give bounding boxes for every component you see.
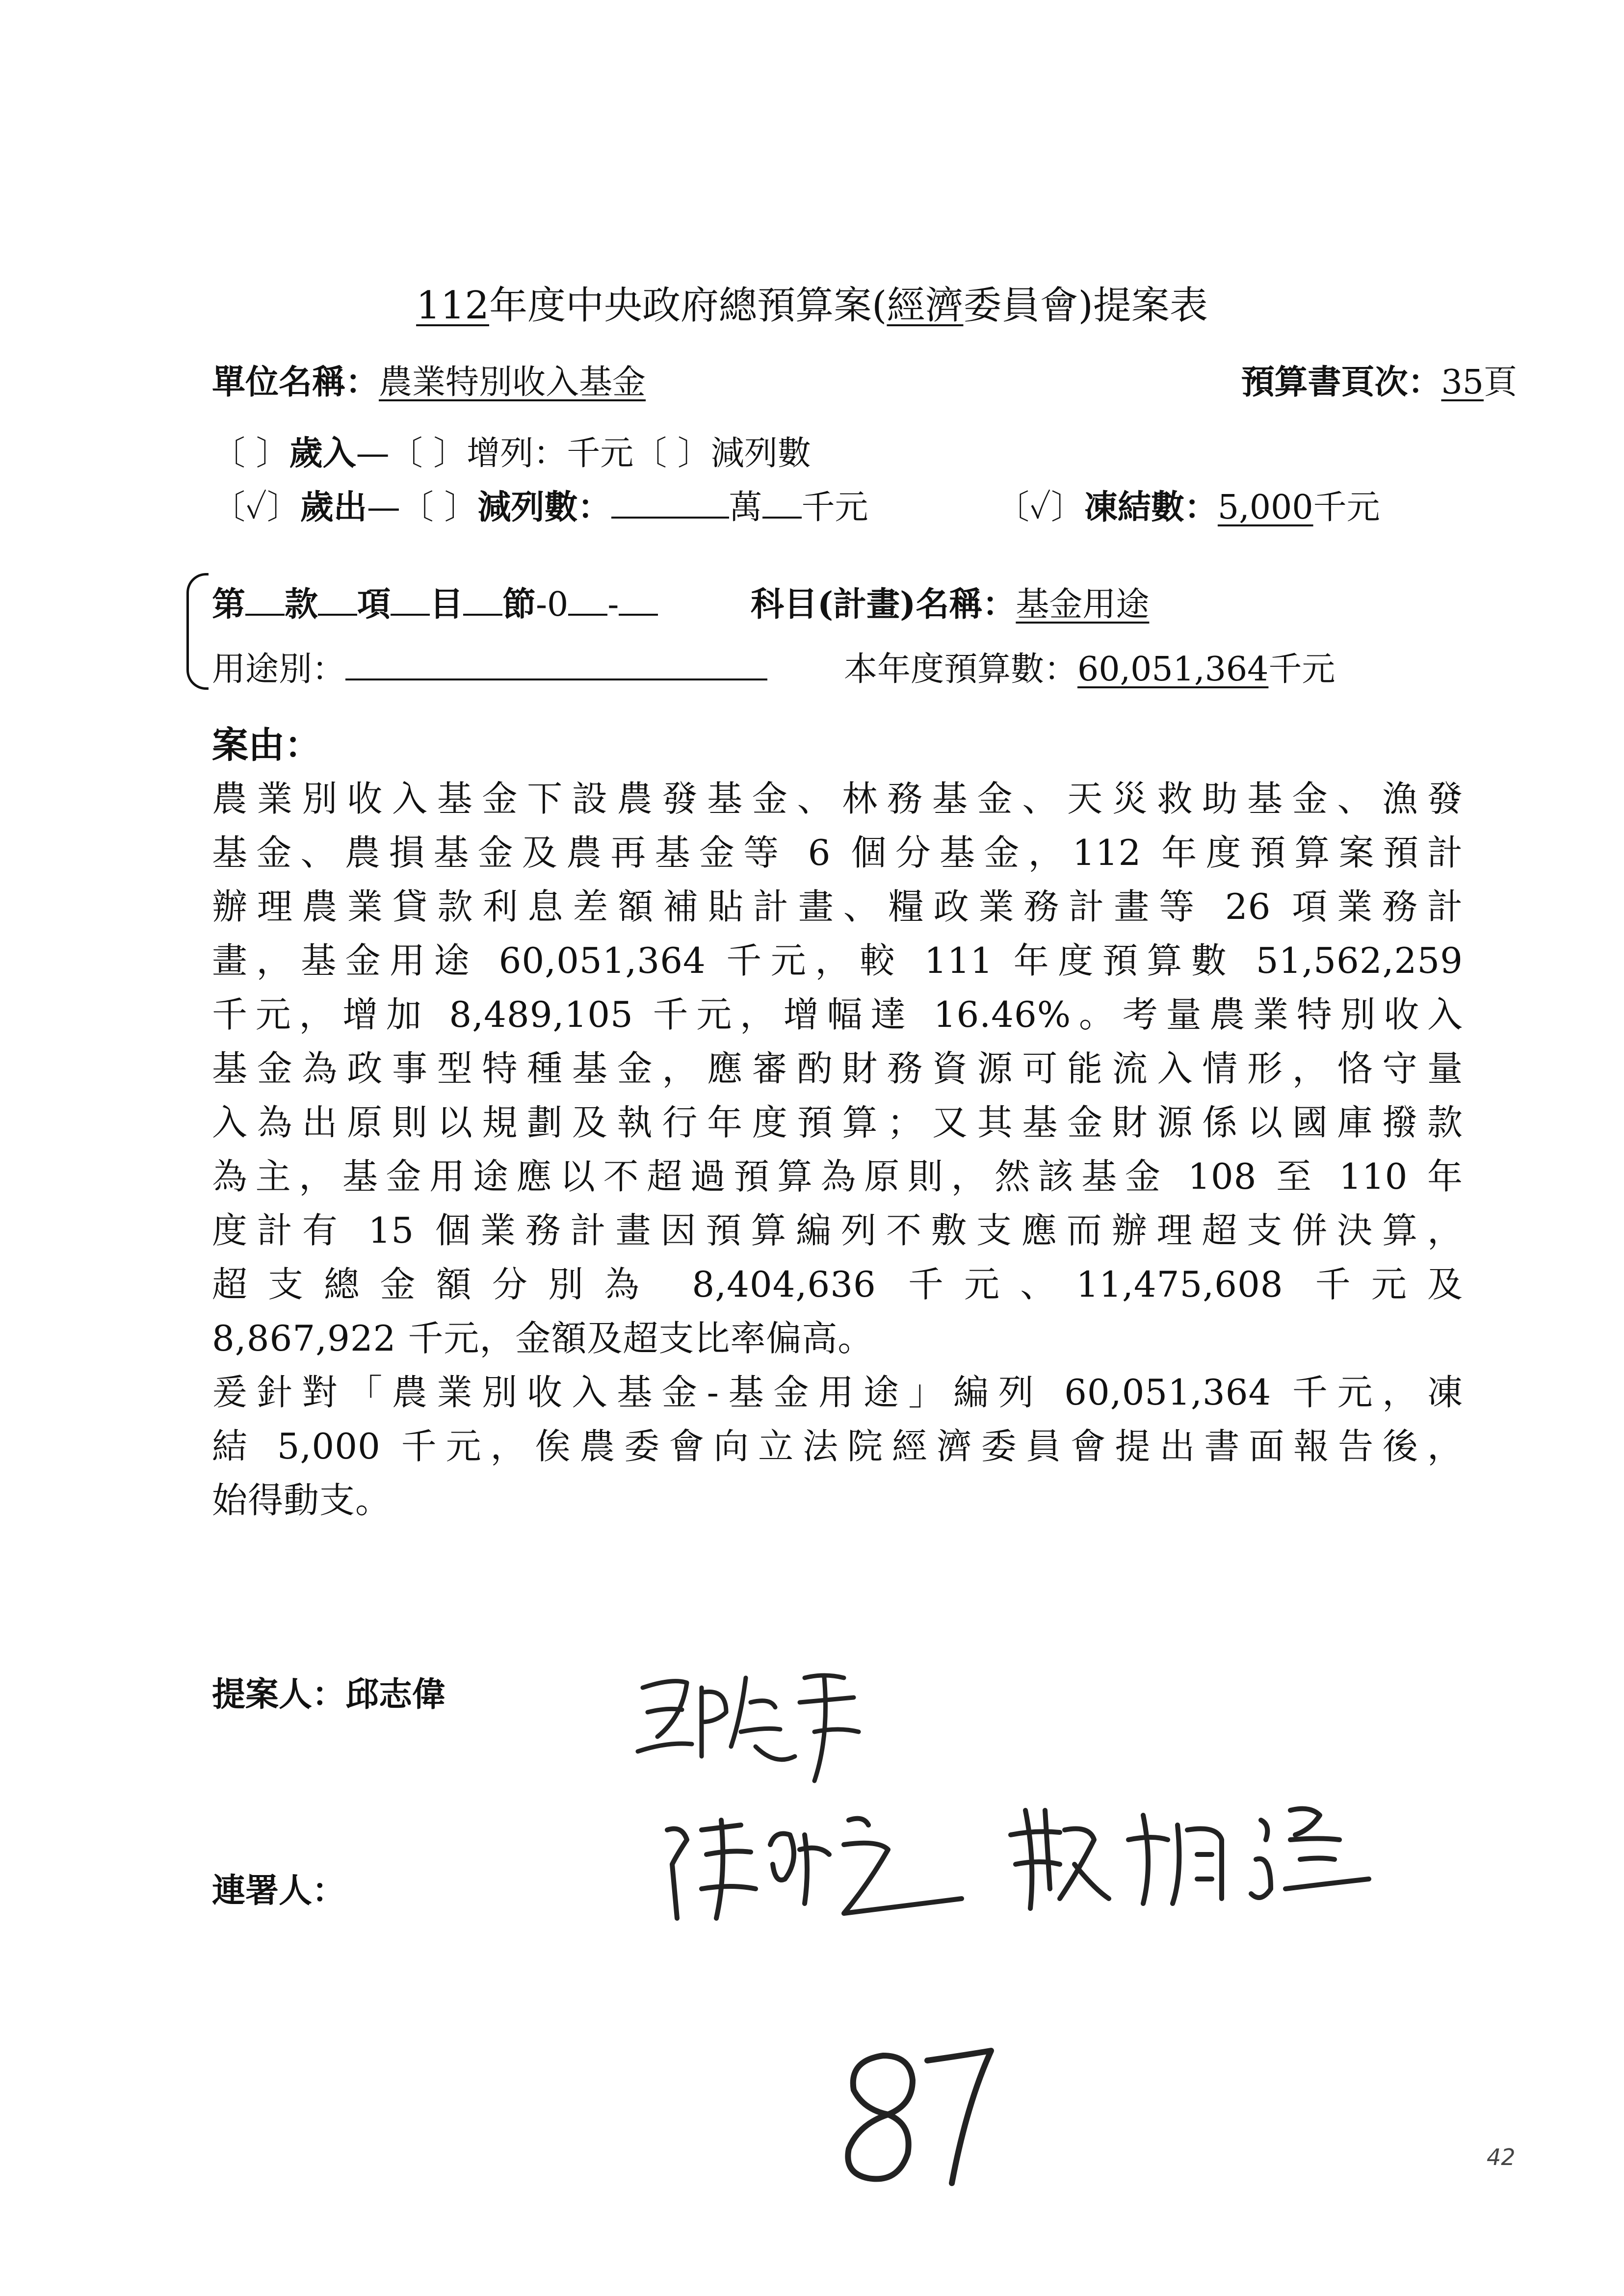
- xiang-label: 項: [357, 585, 391, 624]
- revenue-decrease-checkbox: 〔 〕: [633, 434, 711, 473]
- reason-line: 始得動支。: [212, 1480, 392, 1521]
- subject-name: [751, 578, 1149, 626]
- decrease-wan-blank: [611, 517, 729, 519]
- expense-label: 歲出: [300, 488, 367, 527]
- title-committee: 經濟: [887, 284, 964, 328]
- reason-line: 千元，增加 8,489,105 千元，增幅達 16.46%。考量農業特別收入: [212, 994, 1463, 1035]
- page-ref-value: 35: [1441, 363, 1484, 402]
- subject-value: 基金用途: [1016, 585, 1150, 624]
- wan-unit: 萬: [729, 488, 762, 527]
- jie-label: 節: [502, 585, 536, 624]
- budget-label: 本年度預算數：: [844, 650, 1078, 689]
- revenue-increase-checkbox: 〔 〕: [389, 434, 467, 473]
- revenue-dash: —: [356, 434, 390, 473]
- unit-name-row: [212, 356, 646, 403]
- usage-line: [212, 643, 767, 690]
- revenue-checkbox: 〔 〕: [212, 434, 289, 473]
- reason-line: 入為出原則以規劃及執行年度預算；又其基金財源係以國庫撥款: [212, 1102, 1463, 1143]
- annual-budget: [844, 643, 1335, 690]
- mu-label: 目: [430, 585, 464, 624]
- frozen-checkbox: 〔✓〕: [996, 488, 1084, 527]
- frozen-value: 5,000: [1217, 488, 1313, 527]
- expense-line: [212, 481, 868, 528]
- reason-line: 超支總金額分別為 8,404,636 千元、11,475,608 千元及: [212, 1264, 1463, 1305]
- revenue-increase-label: 增列：千元: [467, 434, 634, 473]
- revenue-line: [212, 427, 811, 474]
- title-year: 112: [416, 284, 489, 328]
- proposer-row: [212, 1668, 445, 1716]
- unit-value: 農業特別收入基金: [379, 363, 646, 402]
- kuan-prefix: 第: [212, 585, 246, 624]
- reason-heading: 案由：: [212, 724, 321, 766]
- reason-line: 8,867,922 千元，金額及超支比率偏高。: [212, 1318, 874, 1359]
- expense-dash: —: [367, 488, 400, 527]
- reason-line: 基金為政事型特種基金，應審酌財務資源可能流入情形，恪守量: [212, 1048, 1463, 1089]
- reason-line: 爰針對「農業別收入基金-基金用途」編列 60,051,364 千元，凍: [212, 1372, 1463, 1413]
- corner-mark: 42: [1487, 2144, 1516, 2170]
- frozen-unit: 千元: [1313, 488, 1380, 527]
- document-title: [0, 275, 1624, 330]
- page-ref-suffix: 頁: [1483, 363, 1517, 402]
- usage-blank: [345, 678, 767, 680]
- expense-decrease-checkbox: 〔 〕: [400, 488, 478, 527]
- revenue-decrease-label: 減列數: [710, 434, 811, 473]
- kuan-blank: [245, 614, 285, 616]
- expense-checkbox: 〔✓〕: [212, 488, 300, 527]
- frozen-amount: [996, 481, 1380, 528]
- account-bracket: [186, 573, 209, 690]
- unit-label: 單位名稱：: [212, 363, 379, 402]
- sub-blank-1: [568, 614, 607, 616]
- account-line: [212, 578, 658, 626]
- account-dash: -: [607, 585, 619, 624]
- proposer-signature: [628, 1658, 883, 1798]
- cosigner-signature-1: [657, 1800, 971, 1930]
- page-ref-label: 預算書頁次：: [1241, 363, 1441, 402]
- xiang-blank: [318, 614, 357, 616]
- cosigner-signature-2: [1006, 1791, 1388, 1920]
- kuan-label: 款: [285, 585, 318, 624]
- reason-line: 辦理農業貸款利息差額補貼計畫、糧政業務計畫等 26 項業務計: [212, 886, 1463, 927]
- qian-unit: 千元: [801, 488, 868, 527]
- jie-number: -0: [536, 585, 569, 624]
- reason-line: 農業別收入基金下設農發基金、林務基金、天災救助基金、漁發: [212, 778, 1463, 819]
- reason-line: 基金、農損基金及農再基金等 6 個分基金，112 年度預算案預計: [212, 832, 1463, 873]
- budget-unit: 千元: [1268, 650, 1336, 689]
- reason-line: 為主，基金用途應以不超過預算為原則，然該基金 108 至 110 年: [212, 1156, 1463, 1197]
- reason-line: 結 5,000 千元，俟農委會向立法院經濟委員會提出書面報告後，: [212, 1426, 1463, 1467]
- frozen-label: 凍結數：: [1084, 488, 1218, 527]
- proposer-label: 提案人：: [212, 1675, 346, 1714]
- title-middle: 年度中央政府總預算案(: [489, 284, 887, 328]
- jie-blank: [463, 614, 502, 616]
- decrease-qian-blank: [762, 517, 802, 519]
- page-reference: [1241, 356, 1517, 403]
- budget-value: 60,051,364: [1077, 650, 1269, 689]
- title-tail: 委員會)提案表: [963, 284, 1208, 328]
- subject-label: 科目(計畫)名稱：: [751, 585, 1016, 624]
- sub-blank-2: [619, 614, 658, 616]
- proposer-name: 邱志偉: [345, 1675, 446, 1714]
- usage-label: 用途別：: [212, 650, 346, 689]
- reason-line: 畫，基金用途 60,051,364 千元，較 111 年度預算數 51,562,259: [212, 940, 1463, 981]
- expense-decrease-label: 減列數：: [477, 488, 611, 527]
- reason-line: 度計有 15 個業務計畫因預算編列不敷支應而辦理超支併決算，: [212, 1210, 1463, 1251]
- cosigner-label: 連署人：: [212, 1871, 346, 1910]
- mu-blank: [391, 614, 430, 616]
- revenue-label: 歲入: [289, 434, 356, 473]
- handwritten-page-number: [829, 2036, 1006, 2195]
